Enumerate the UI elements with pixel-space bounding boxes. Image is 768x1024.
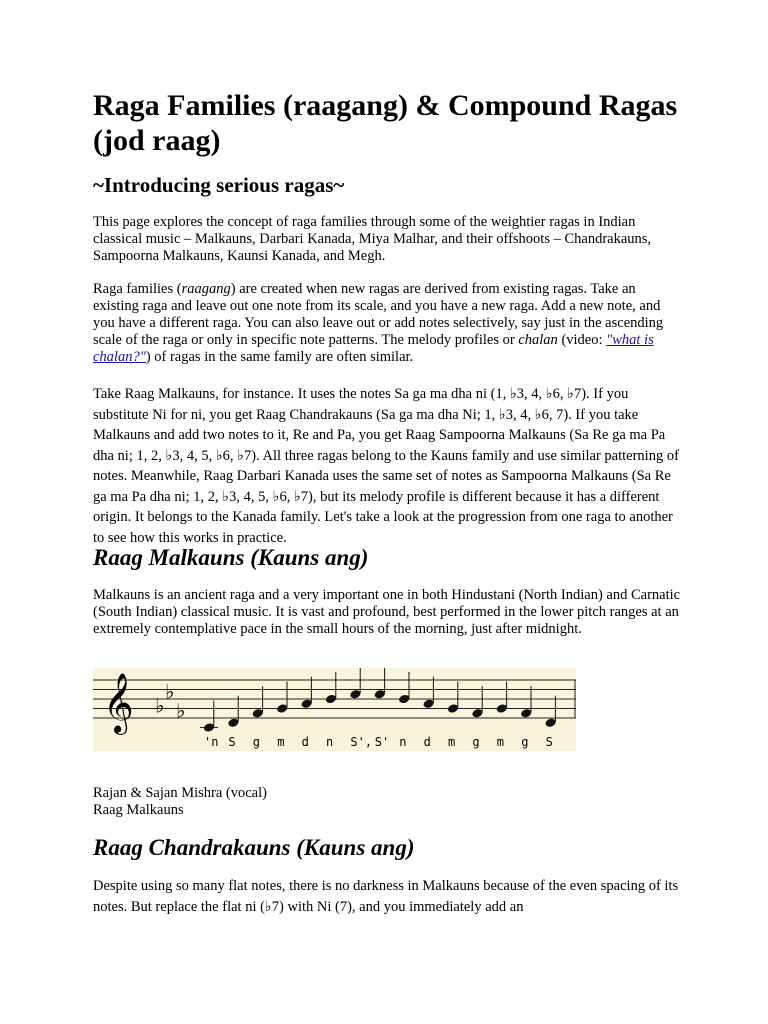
note-label: 'n (204, 735, 219, 749)
note-label: S' (374, 735, 390, 749)
malkauns-notation-image (93, 668, 576, 751)
treble-clef-icon: 𝄞 (103, 673, 134, 733)
page-title: Raga Families (raagang) & Compound Ragas (jod raag) (93, 89, 678, 157)
key-signature (155, 679, 185, 722)
families-text-2: ) are created when new ragas are derived from existing ragas. Take an existing raga and leave out one note from its scale, and you have a new raga. Add a new note, and you have a different raga. You can also leave out or add notes selectively, say just in the ascending scale of the raga or only in specific note patterns. The melody profiles or (93, 281, 664, 348)
chandrakauns-description: Despite using so many flat notes, there is no darkness in Malkauns because of the even spacing of its notes. But replace the flat ni (♭7) with Ni (7), and you immediately add an (93, 878, 679, 915)
flat-sign-icon: ♭ (155, 693, 165, 718)
note-label: d (423, 735, 431, 749)
note-label: m (277, 735, 285, 749)
note-label: g (252, 735, 261, 749)
intro-paragraph: This page explores the concept of raga families through some of the weightier ragas in Indian classical music – Malkauns, Darbari Kanada, Miya Malhar, and their offshoots – Chandrakauns, Sampoorna Malkauns, Kaunsi Kanada, and Megh. (93, 214, 652, 264)
note-heads (200, 668, 557, 733)
note-label: d (301, 735, 309, 749)
page-subtitle: ~Introducing serious ragas~ (93, 173, 345, 197)
note-label: S', (350, 735, 373, 749)
raagang-term: raagang (181, 281, 231, 297)
note-label: m (496, 735, 505, 749)
families-text-1: Raga families ( (93, 281, 182, 297)
note-label: m (448, 735, 456, 749)
audio-artist: Rajan & Sajan Mishra (vocal) (93, 785, 267, 801)
malkauns-description: Malkauns is an ancient raga and a very important one in both Hindustani (North Indian) and Carnatic (South Indian) classical music. It is vast and profound, best performed in the lower pitch ranges at an extremely contemplative pace in the small hours of the morning, just after midnight. (93, 587, 681, 637)
note-label: n (399, 735, 407, 749)
chalan-term: chalan (518, 332, 558, 348)
what-is-chalan-link[interactable]: "what is chalan?" (93, 332, 654, 365)
families-text-3: (video: (557, 332, 607, 348)
note-label: g (521, 735, 529, 749)
section-heading-chandrakauns: Raag Chandrakauns (Kauns ang) (93, 835, 415, 860)
note-label: S (228, 735, 236, 749)
note-labels (204, 735, 553, 749)
audio-raga-name: Raag Malkauns (93, 802, 184, 818)
raga-families-paragraph (93, 281, 683, 366)
flat-sign-icon: ♭ (165, 679, 175, 704)
note-label: S (545, 735, 553, 749)
note-label: n (326, 735, 334, 749)
malkauns-example-paragraph: Take Raag Malkauns, for instance. It uses the notes Sa ga ma dha ni (1, ♭3, 4, ♭6, ♭7). If you substitute Ni for ni, you get Raag Chandrakauns (Sa ga ma dha Ni; 1, ♭3, 4, ♭6, 7). If you take Malkauns and add two notes to it, Re and Pa, you get Raag Sampoorna Malkauns (Sa Re ga ma Pa dha ni; 1, 2, ♭3, 4, 5, ♭6, ♭7). All three ragas belong to the Kauns family and use similar patterning of notes. Meanwhile, Raag Darbari Kanada uses the same set of notes as Sampoorna Malkauns (Sa Re ga ma Pa dha ni; 1, 2, ♭3, 4, 5, ♭6, ♭7), but its melody profile is different because it has a different origin. It belongs to the Kanada family. Let's take a look at the progression from one raga to another to see how this works in practice. (93, 386, 679, 546)
section-heading-malkauns: Raag Malkauns (Kauns ang) (93, 545, 369, 570)
staff-notation (93, 668, 576, 751)
note-label: g (472, 735, 480, 749)
families-text-4: ) of ragas in the same family are often similar. (145, 349, 414, 365)
flat-sign-icon: ♭ (176, 698, 186, 723)
